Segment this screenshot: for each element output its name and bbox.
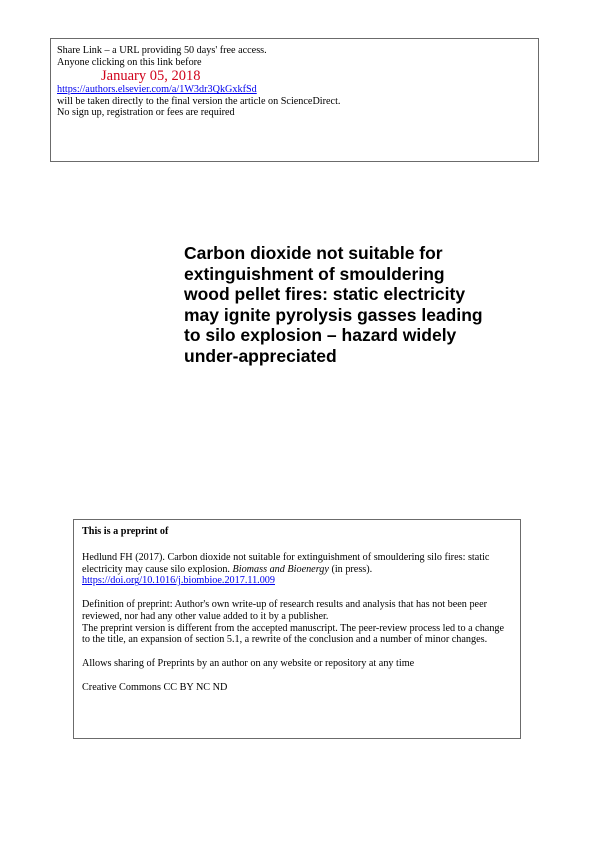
preprint-definition: Definition of preprint: Author's own write-up of research results and analysis that has not been peer reviewed, nor had any other value added to it by a publisher. [82,598,487,622]
share-link-url[interactable]: https://authors.elsevier.com/a/1W3dr3QkGxkfSd [57,84,257,96]
citation-suffix: (in press). [328,563,373,575]
article-title: Carbon dioxide not suitable for extinguishment of smouldering wood pellet fires: static electricity may ignite pyrolysis gasses leading to silo explosion – hazard widely under-appreciated [184,243,483,366]
share-link-box [50,38,539,162]
share-link-line-2: Anyone clicking on this link before [57,56,202,68]
doi-link[interactable]: https://doi.org/10.1016/j.biombioe.2017.11.009 [82,575,275,587]
citation [82,552,512,587]
license-statement: Creative Commons CC BY NC ND [82,681,228,693]
share-link-line-4: No sign up, registration or fees are required [57,107,235,119]
preprint-difference: The preprint version is different from the accepted manuscript. The peer-review process led to a change to the title, an expansion of section 5.1, a rewrite of the conclusion and a number of minor changes. [82,622,505,646]
journal-name: Biomass and Bioenergy [232,563,329,575]
preprint-heading: This is a preprint of [82,526,169,537]
share-link-line-1: Share Link – a URL providing 50 days' free access. [57,45,267,56]
preprint-notice-box [73,519,521,739]
share-link-line-3: will be taken directly to the final version the article on ScienceDirect. [57,95,341,107]
sharing-statement: Allows sharing of Preprints by an author on any website or repository at any time [82,657,415,669]
expiry-date: January 05, 2018 [101,68,201,85]
citation-text: Hedlund FH (2017). Carbon dioxide not suitable for extinguishment of smouldering silo fires: static electricity may cause silo explosion. [82,551,490,575]
